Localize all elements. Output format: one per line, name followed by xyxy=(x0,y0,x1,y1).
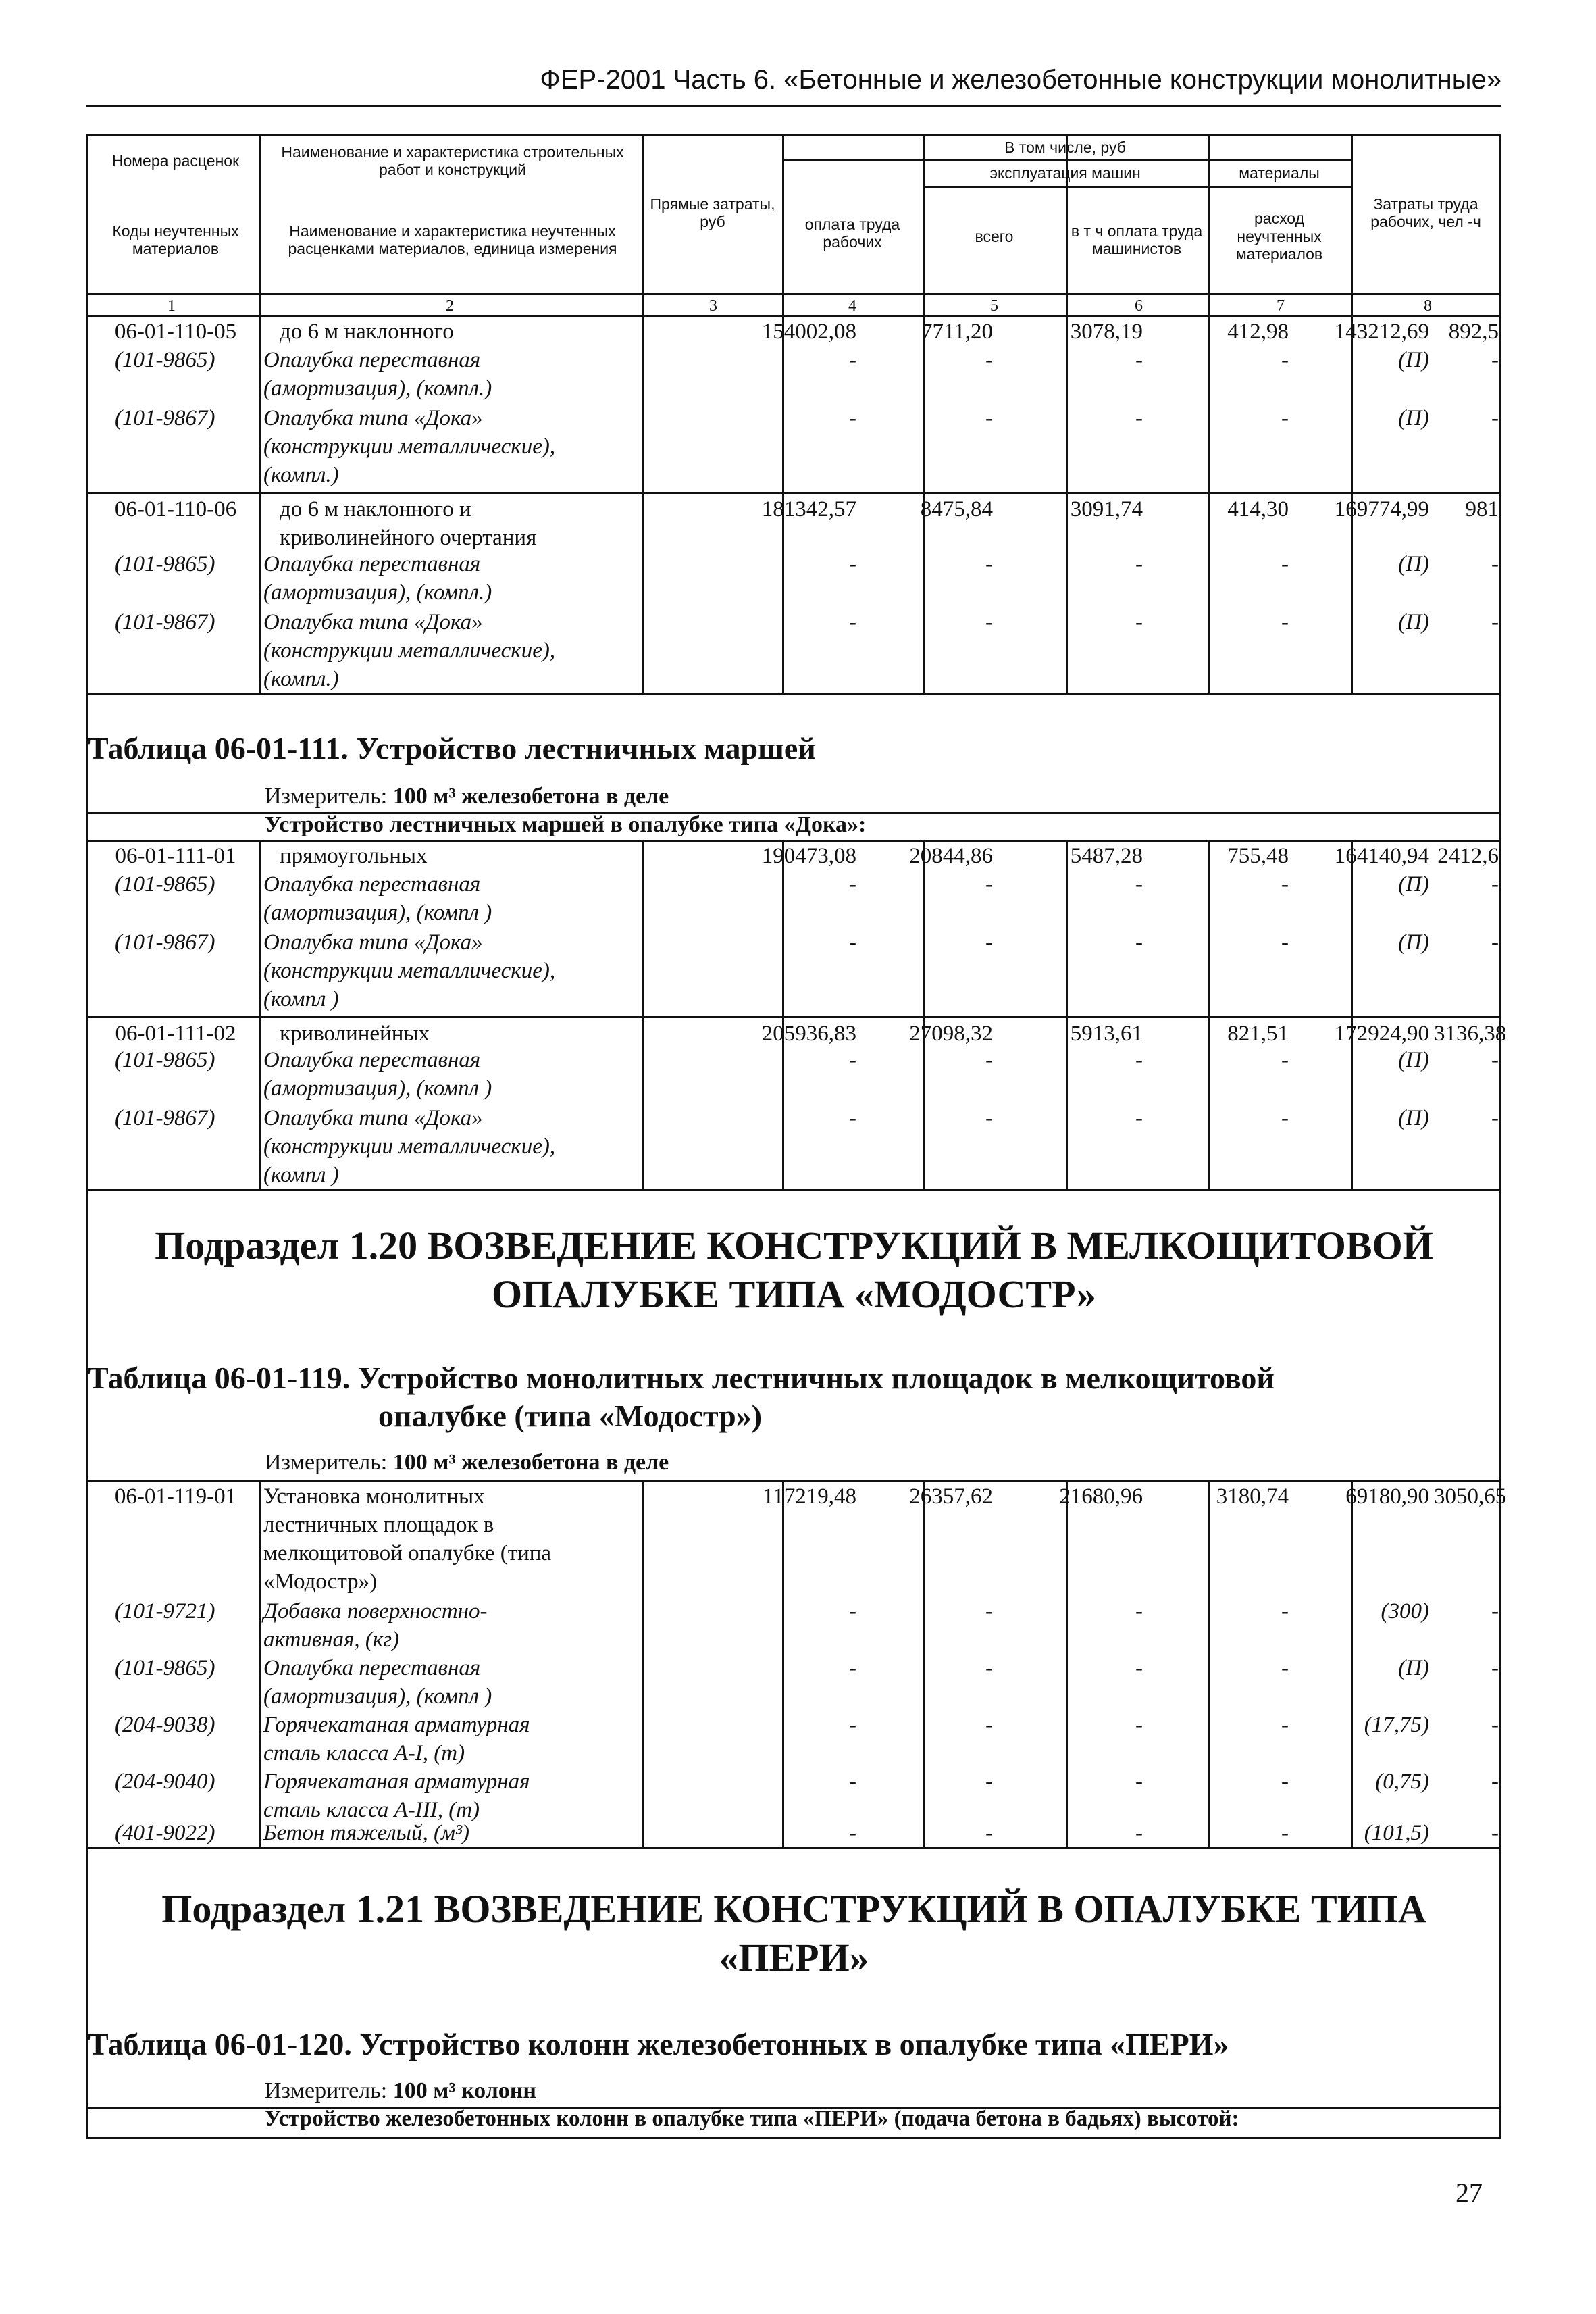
labor-pay: 8475,84 xyxy=(920,497,993,522)
material-name: Добавка поверхностно-активная, (кг) xyxy=(263,1599,488,1652)
material-name: Опалубка типа «Дока» (конструкции металлические), (компл ) xyxy=(263,930,556,1011)
direct-costs: 181342,57 xyxy=(761,497,856,522)
materials: (П) xyxy=(1398,552,1429,576)
materials: (П) xyxy=(1398,406,1429,430)
rate-code: 06-01-111-01 xyxy=(115,844,236,868)
machinists-pay: - xyxy=(1281,1106,1289,1130)
machines-total: - xyxy=(1135,348,1143,372)
materials: 164140,94 xyxy=(1334,844,1429,868)
labor-costs: 981 xyxy=(1465,497,1499,522)
direct-costs: 117219,48 xyxy=(762,1484,856,1509)
material-name: Горячекатаная арматурная сталь класса А-I, (т) xyxy=(263,1713,530,1765)
col-number: 3 xyxy=(709,297,717,315)
col-number: 6 xyxy=(1135,297,1143,315)
machines-total: 21680,96 xyxy=(1059,1484,1143,1509)
direct-costs: 205936,83 xyxy=(761,1022,856,1046)
materials: (П) xyxy=(1398,872,1429,897)
section-heading-line: Подраздел 1.20 ВОЗВЕДЕНИЕ КОНСТРУКЦИЙ В МЕЛКОЩИТОВОЙ xyxy=(155,1224,1433,1267)
table-title-line: Таблица 06-01-119. Устройство монолитных лестничных площадок в мелкощитовой xyxy=(88,1361,1275,1395)
materials: (П) xyxy=(1398,930,1429,955)
machinists-pay: - xyxy=(1281,406,1289,430)
measure-value: 100 м³ железобетона в деле xyxy=(392,784,669,809)
labor-pay: 20844,86 xyxy=(909,844,993,868)
materials: 172924,90 xyxy=(1334,1022,1429,1046)
direct-costs: - xyxy=(849,552,856,576)
material-code: (101-9865) xyxy=(115,1048,215,1072)
direct-costs: 154002,08 xyxy=(761,320,856,344)
material-code: (101-9867) xyxy=(115,406,215,430)
machines-total: - xyxy=(1135,872,1143,897)
material-code: (401-9022) xyxy=(115,1821,215,1845)
materials: 143212,69 xyxy=(1334,320,1429,344)
labor-costs: - xyxy=(1491,1048,1499,1072)
material-code: (101-9867) xyxy=(115,610,215,634)
measure-value: 100 м³ железобетона в деле xyxy=(392,1450,669,1475)
table-title xyxy=(88,1359,1275,1435)
machines-total: - xyxy=(1135,1048,1143,1072)
table-row xyxy=(86,1016,1507,1046)
col-divider xyxy=(642,134,644,695)
section-heading xyxy=(86,1222,1501,1319)
labor-costs: - xyxy=(1491,1713,1499,1737)
rate-code: 06-01-111-02 xyxy=(115,1022,236,1046)
measure-prefix: Измеритель: xyxy=(265,1450,388,1475)
direct-costs: - xyxy=(849,1048,856,1072)
labor-pay: - xyxy=(985,872,993,897)
material-name: Опалубка переставная (амортизация), (компл ) xyxy=(263,1656,492,1709)
table-title: Таблица 06-01-120. Устройство колонн железобетонных в опалубке типа «ПЕРИ» xyxy=(88,2027,1229,2061)
hdr-labor-costs: Затраты труда рабочих, чел -ч xyxy=(1370,195,1481,230)
direct-costs: - xyxy=(849,1821,856,1845)
direct-costs: - xyxy=(849,1656,856,1680)
labor-pay: - xyxy=(985,930,993,955)
material-code: (101-9865) xyxy=(115,1656,215,1680)
hdr-machines: эксплуатация машин xyxy=(989,164,1141,182)
measure-prefix: Измеритель: xyxy=(265,784,388,809)
machinists-pay: - xyxy=(1281,1769,1289,1794)
machines-total: - xyxy=(1135,930,1143,955)
rate-code: 06-01-110-05 xyxy=(114,320,237,344)
materials: (0,75) xyxy=(1375,1769,1429,1794)
work-name: криволинейных xyxy=(280,1022,430,1046)
labor-pay: - xyxy=(985,1599,993,1624)
labor-costs: - xyxy=(1491,930,1499,955)
measure-value: 100 м³ колонн xyxy=(392,2078,536,2103)
hdr-rule xyxy=(86,293,1501,295)
materials: (П) xyxy=(1398,1106,1429,1130)
machines-total: - xyxy=(1135,406,1143,430)
hdr-unaccounted-materials: расход неучтенных материалов xyxy=(1235,209,1323,263)
direct-costs: - xyxy=(849,348,856,372)
materials: (300) xyxy=(1381,1599,1429,1624)
col-divider xyxy=(642,842,644,1189)
hdr-labor-pay: оплата труда рабочих xyxy=(804,215,900,251)
measure-prefix: Измеритель: xyxy=(265,2078,388,2103)
work-name: Установка монолитных лестничных площадок в мелкощитовой опалубке (типа «Модостр») xyxy=(263,1484,552,1594)
materials: 69180,90 xyxy=(1345,1484,1429,1509)
col-number: 8 xyxy=(1424,297,1432,315)
page-number: 27 xyxy=(1456,2178,1483,2208)
materials: (П) xyxy=(1398,1656,1429,1680)
row-rule xyxy=(86,1189,1501,1191)
direct-costs: 190473,08 xyxy=(761,844,856,868)
labor-costs: 892,5 xyxy=(1448,320,1499,344)
machinists-pay: - xyxy=(1281,872,1289,897)
material-code: (101-9867) xyxy=(115,930,215,955)
machinists-pay: 755,48 xyxy=(1227,844,1289,868)
labor-costs: 2412,6 xyxy=(1437,844,1499,868)
machinists-pay: 414,30 xyxy=(1227,497,1289,522)
labor-costs: - xyxy=(1491,1656,1499,1680)
work-name: до 6 м наклонного и криволинейного очертания xyxy=(280,497,537,550)
labor-pay: - xyxy=(985,1656,993,1680)
machines-total: - xyxy=(1135,1599,1143,1624)
machines-total: 5487,28 xyxy=(1070,844,1143,868)
hdr-rule xyxy=(86,315,1501,317)
labor-costs: - xyxy=(1491,1106,1499,1130)
materials: (П) xyxy=(1398,348,1429,372)
labor-pay: - xyxy=(985,1048,993,1072)
machinists-pay: - xyxy=(1281,1821,1289,1845)
labor-pay: - xyxy=(985,1713,993,1737)
labor-costs: - xyxy=(1491,406,1499,430)
machines-total: - xyxy=(1135,1106,1143,1130)
col-number: 4 xyxy=(848,297,856,315)
labor-costs: - xyxy=(1491,552,1499,576)
materials: (П) xyxy=(1398,610,1429,634)
machinists-pay: 3180,74 xyxy=(1216,1484,1289,1509)
material-name: Опалубка переставная (амортизация), (компл.) xyxy=(263,552,492,605)
material-name: Горячекатаная арматурная сталь класса А-III, (т) xyxy=(263,1769,530,1822)
col-number: 2 xyxy=(446,297,454,315)
machinists-pay: 821,51 xyxy=(1227,1022,1289,1046)
material-name: Опалубка переставная (амортизация), (компл ) xyxy=(263,1048,492,1101)
machines-total: - xyxy=(1135,1821,1143,1845)
material-code: (101-9721) xyxy=(115,1599,215,1624)
machinists-pay: - xyxy=(1281,1599,1289,1624)
labor-pay: 7711,20 xyxy=(921,320,993,344)
machinists-pay: - xyxy=(1281,348,1289,372)
row-rule xyxy=(86,1847,1501,1849)
material-name: Бетон тяжелый, (м³) xyxy=(263,1821,469,1845)
labor-costs: - xyxy=(1491,1821,1499,1845)
section-heading xyxy=(86,1885,1501,1982)
direct-costs: - xyxy=(849,406,856,430)
hdr-machinists-pay: в т ч оплата труда машинистов xyxy=(1071,222,1203,257)
hdr-group: В том числе, руб xyxy=(1004,138,1126,156)
direct-costs: - xyxy=(849,1599,856,1624)
hdr-materials: материалы xyxy=(1239,164,1320,182)
direct-costs: - xyxy=(849,610,856,634)
material-name: Опалубка типа «Дока» (конструкции металлические), (компл.) xyxy=(263,610,556,691)
labor-pay: - xyxy=(985,1106,993,1130)
materials: (П) xyxy=(1398,1048,1429,1072)
section-heading-line: Подраздел 1.21 ВОЗВЕДЕНИЕ КОНСТРУКЦИЙ В ОПАЛУБКЕ ТИПА xyxy=(161,1887,1426,1931)
material-name: Опалубка переставная (амортизация), (компл.) xyxy=(263,348,492,401)
table-title: Таблица 06-01-111. Устройство лестничных маршей xyxy=(88,731,816,765)
table-title-line: опалубке (типа «Модостр») xyxy=(378,1399,763,1433)
labor-costs: 3050,65 xyxy=(1434,1484,1507,1509)
measure-unit xyxy=(265,1450,669,1476)
labor-pay: - xyxy=(985,406,993,430)
col-number: 1 xyxy=(168,297,176,315)
material-code: (204-9038) xyxy=(115,1713,215,1737)
machinists-pay: - xyxy=(1281,1713,1289,1737)
machinists-pay: 412,98 xyxy=(1227,320,1289,344)
hdr-material-name: Наименование и характеристика неучтенных расценками материалов, единица измерения xyxy=(288,222,617,257)
machinists-pay: - xyxy=(1281,930,1289,955)
labor-pay: 27098,32 xyxy=(909,1022,993,1046)
hdr-rule xyxy=(923,186,1351,188)
machines-total: - xyxy=(1135,552,1143,576)
table-subhead: Устройство железобетонных колонн в опалубке типа «ПЕРИ» (подача бетона в бадьях) высотой: xyxy=(265,2107,1239,2131)
material-code: (101-9865) xyxy=(115,348,215,372)
row-rule xyxy=(86,693,1501,695)
table-subhead: Устройство лестничных маршей в опалубке типа «Дока»: xyxy=(265,812,867,837)
machines-total: - xyxy=(1135,1769,1143,1794)
direct-costs: - xyxy=(849,872,856,897)
measure-unit xyxy=(265,784,669,809)
section-heading-line: ОПАЛУБКЕ ТИПА «МОДОСТР» xyxy=(492,1272,1096,1316)
labor-pay: - xyxy=(985,1821,993,1845)
labor-costs: - xyxy=(1491,610,1499,634)
material-name: Опалубка типа «Дока» (конструкции металлические), (компл.) xyxy=(263,406,556,487)
direct-costs: - xyxy=(849,930,856,955)
material-name: Опалубка переставная (амортизация), (компл ) xyxy=(263,872,492,925)
col-number: 5 xyxy=(990,297,998,315)
rate-code: 06-01-119-01 xyxy=(114,1484,237,1509)
labor-pay: - xyxy=(985,552,993,576)
col-divider xyxy=(642,1481,644,1847)
material-code: (101-9865) xyxy=(115,552,215,576)
hdr-rate-number: Номера расценок xyxy=(111,151,240,170)
labor-pay: - xyxy=(985,610,993,634)
material-code: (101-9865) xyxy=(115,872,215,897)
materials: (17,75) xyxy=(1364,1713,1429,1737)
material-code: (101-9867) xyxy=(115,1106,215,1130)
row-rule xyxy=(86,1480,1501,1482)
direct-costs: - xyxy=(849,1713,856,1737)
machinists-pay: - xyxy=(1281,1048,1289,1072)
machinists-pay: - xyxy=(1281,610,1289,634)
machines-total: - xyxy=(1135,1656,1143,1680)
work-name: до 6 м наклонного xyxy=(280,320,454,344)
measure-unit xyxy=(265,2078,536,2104)
machines-total: - xyxy=(1135,610,1143,634)
hdr-machines-total: всего xyxy=(975,227,1014,245)
section-heading-line: «ПЕРИ» xyxy=(719,1936,869,1980)
materials: (101,5) xyxy=(1364,1821,1429,1845)
machines-total: - xyxy=(1135,1713,1143,1737)
labor-pay: - xyxy=(985,348,993,372)
material-name: Опалубка типа «Дока» (конструкции металлические), (компл ) xyxy=(263,1106,556,1187)
labor-costs: 3136,38 xyxy=(1434,1022,1507,1046)
labor-costs: - xyxy=(1491,1599,1499,1624)
running-header: ФЕР-2001 Часть 6. «Бетонные и железобетонные конструкции монолитные» xyxy=(86,65,1501,107)
labor-pay: 26357,62 xyxy=(909,1484,993,1509)
labor-pay: - xyxy=(985,1769,993,1794)
direct-costs: - xyxy=(849,1769,856,1794)
materials: 169774,99 xyxy=(1334,497,1429,522)
rate-code: 06-01-110-06 xyxy=(114,497,237,522)
col-number: 7 xyxy=(1277,297,1285,315)
direct-costs: - xyxy=(849,1106,856,1130)
labor-costs: - xyxy=(1491,872,1499,897)
machines-total: 5913,61 xyxy=(1070,1022,1143,1046)
hdr-direct-costs: Прямые затраты, руб xyxy=(650,195,775,230)
labor-costs: - xyxy=(1491,348,1499,372)
machines-total: 3091,74 xyxy=(1070,497,1143,522)
machines-total: 3078,19 xyxy=(1070,320,1143,344)
labor-costs: - xyxy=(1491,1769,1499,1794)
hdr-rule xyxy=(86,189,642,191)
work-name: прямоугольных xyxy=(280,844,428,868)
hdr-work-name: Наименование и характеристика строительных работ и конструкций xyxy=(281,143,624,178)
table-row xyxy=(86,492,1501,550)
hdr-material-codes: Коды неучтенных материалов xyxy=(112,222,239,257)
machinists-pay: - xyxy=(1281,552,1289,576)
machinists-pay: - xyxy=(1281,1656,1289,1680)
material-code: (204-9040) xyxy=(115,1769,215,1794)
